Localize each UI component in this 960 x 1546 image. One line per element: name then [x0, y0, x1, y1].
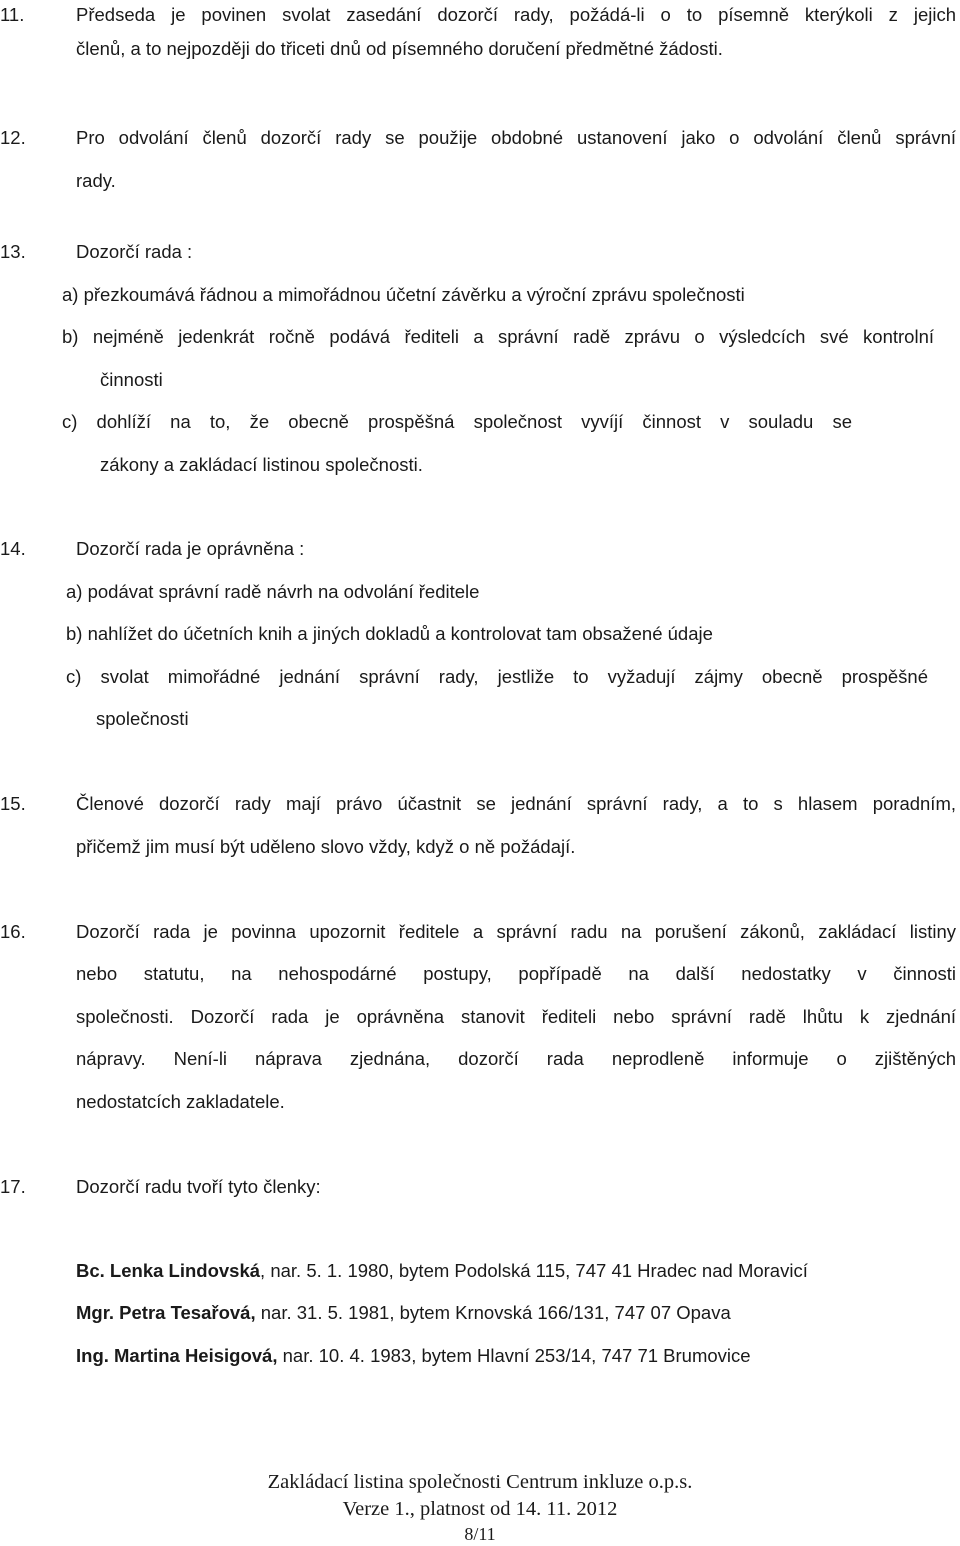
item-15-number: 15.	[0, 793, 26, 814]
member-1-name: Bc. Lenka Lindovská	[76, 1260, 261, 1281]
item-13-point-b-line-1: b) nejméně jedenkrát ročně podává řediteli a správní radě zprávu o výsledcích své kontrolní	[62, 326, 934, 347]
item-14-point-a: a) podávat správní radě návrh na odvolání ředitele	[66, 581, 480, 602]
item-12-line-2: rady.	[76, 170, 116, 191]
item-16-line-1: Dozorčí rada je povinna upozornit ředitele a správní radu na porušení zákonů, zakládací listiny	[76, 921, 956, 942]
item-14-number: 14.	[0, 538, 26, 559]
item-17-number: 17.	[0, 1176, 26, 1197]
item-15-line-1: Členové dozorčí rady mají právo účastnit se jednání správní rady, a to s hlasem poradním,	[76, 793, 956, 814]
member-1-details: , nar. 5. 1. 1980, bytem Podolská 115, 747 41 Hradec nad Moravicí	[260, 1260, 808, 1281]
member-2-name: Mgr. Petra Tesařová,	[76, 1302, 256, 1323]
item-16-line-5: nedostatcích zakladatele.	[76, 1091, 285, 1112]
item-13-point-a: a) přezkoumává řádnou a mimořádnou účetní závěrku a výroční zprávu společnosti	[62, 284, 745, 305]
member-2	[76, 1301, 731, 1325]
item-14-point-c-line-2: společnosti	[96, 708, 189, 729]
item-16-line-3: společnosti. Dozorčí rada je oprávněna stanovit řediteli nebo správní radě lhůtu k zjednání	[76, 1006, 956, 1027]
member-3-details: nar. 10. 4. 1983, bytem Hlavní 253/14, 747 71 Brumovice	[277, 1345, 751, 1366]
member-2-details: nar. 31. 5. 1981, bytem Krnovská 166/131, 747 07 Opava	[255, 1302, 731, 1323]
footer-title: Zakládací listina společnosti Centrum inkluze o.p.s.	[267, 1471, 693, 1493]
member-1	[76, 1259, 808, 1283]
footer-page-number: 8/11	[464, 1524, 496, 1544]
item-16-line-4: nápravy. Není-li náprava zjednána, dozorčí rada neprodleně informuje o zjištěných	[76, 1048, 956, 1069]
item-14-point-b: b) nahlížet do účetních knih a jiných dokladů a kontrolovat tam obsažené údaje	[66, 623, 713, 644]
item-12-number: 12.	[0, 127, 26, 148]
member-3-name: Ing. Martina Heisigová,	[76, 1345, 278, 1366]
item-17-heading: Dozorčí radu tvoří tyto členky:	[76, 1176, 321, 1197]
item-14-point-c-line-1: c) svolat mimořádné jednání správní rady, jestliže to vyžadují zájmy obecně prospěšné	[66, 666, 928, 687]
item-13-point-b-line-2: činnosti	[100, 369, 163, 390]
item-15-line-2: přičemž jim musí být uděleno slovo vždy, když o ně požádají.	[76, 836, 576, 857]
item-13-point-c-line-1: c) dohlíží na to, že obecně prospěšná společnost vyvíjí činnost v souladu se	[62, 411, 852, 432]
item-11-number: 11.	[0, 4, 25, 25]
item-11-line-2: členů, a to nejpozději do třiceti dnů od písemného doručení předmětné žádosti.	[76, 38, 723, 59]
member-3	[76, 1344, 751, 1368]
item-16-line-2: nebo statutu, na nehospodárné postupy, popřípadě na další nedostatky v činnosti	[76, 963, 956, 984]
item-13-point-c-line-2: zákony a zakládací listinou společnosti.	[100, 454, 423, 475]
item-13-heading: Dozorčí rada :	[76, 241, 193, 262]
item-16-number: 16.	[0, 921, 26, 942]
footer-version: Verze 1., platnost od 14. 11. 2012	[342, 1498, 618, 1520]
item-13-number: 13.	[0, 241, 26, 262]
item-14-heading: Dozorčí rada je oprávněna :	[76, 538, 305, 559]
item-12-line-1: Pro odvolání členů dozorčí rady se použije obdobné ustanovení jako o odvolání členů správní	[76, 127, 956, 148]
item-11-line-1: Předseda je povinen svolat zasedání dozorčí rady, požádá-li o to písemně kterýkoli z jejich	[76, 4, 956, 25]
